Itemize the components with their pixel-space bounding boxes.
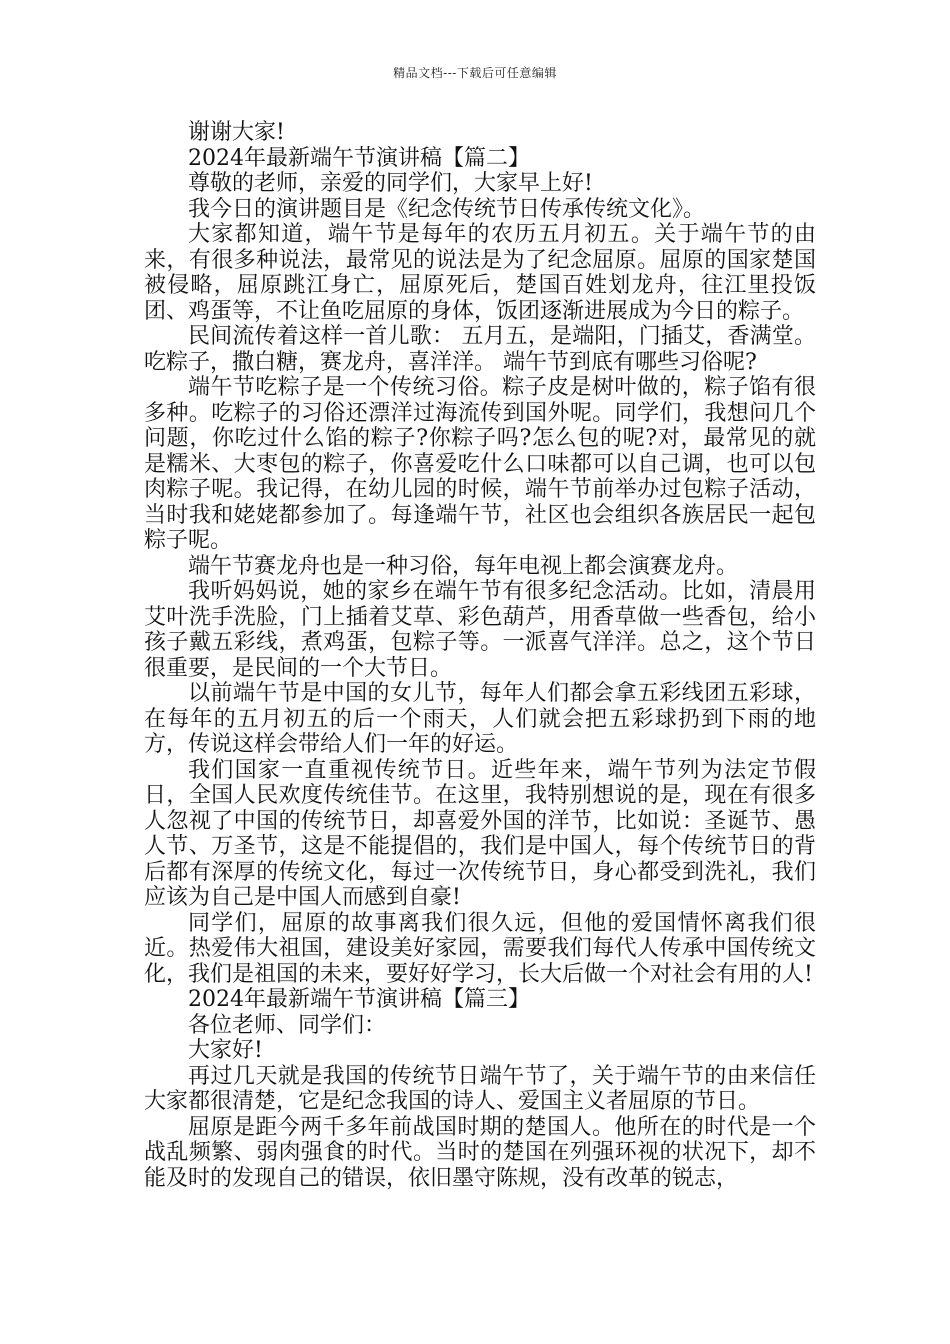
paragraph: 屈原是距今两千多年前战国时期的楚国人。他所在的时代是一个战乱频繁、弱肉强食的时代。当时的楚国在列强环视的状况下，却不能及时的发现自己的错误，依旧墨守陈规，没有改革的锐志， [144, 1114, 816, 1191]
paragraph: 我们国家一直重视传统节日。近些年来，端午节列为法定节假日，全国人民欢度传统佳节。在这里，我特别想说的是，现在有很多人忽视了中国的传统节日，却喜爱外国的洋节，比如说：圣诞节、愚人节、万圣节，这是不能提倡的，我们是中国人，每个传统节日的背后都有深厚的传统文化，每过一次传统节日，身心都受到洗礼，我们应该为自己是中国人而感到自豪! [144, 757, 816, 910]
section-heading: 2024年最新端午节演讲稿【篇二】 [188, 145, 530, 171]
paragraph: 民间流传着这样一首儿歌： 五月五，是端阳，门插艾，香满堂。吃粽子，撒白糖，赛龙舟，喜洋洋。 端午节到底有哪些习俗呢? [144, 324, 816, 375]
paragraph: 各位老师、同学们： [188, 1012, 387, 1038]
paragraph: 再过几天就是我国的传统节日端午节了，关于端午节的由来信任大家都很清楚，它是纪念我国的诗人、爱国主义者屈原的节日。 [144, 1063, 816, 1114]
section-heading: 2024年最新端午节演讲稿【篇三】 [188, 987, 530, 1012]
paragraph: 我听妈妈说，她的家乡在端午节有很多纪念活动。比如，清晨用艾叶洗手洗脸，门上插着艾草、彩色葫芦，用香草做一些香包，给小孩子戴五彩线，煮鸡蛋，包粽子等。一派喜气洋洋。总之，这个节日很重要，是民间的一个大节日。 [144, 579, 816, 681]
paragraph: 端午节赛龙舟也是一种习俗，每年电视上都会演赛龙舟。 [188, 553, 739, 579]
paragraph: 同学们，屈原的故事离我们很久远，但他的爱国情怀离我们很近。热爱伟大祖国，建设美好家园，需要我们每代人传承中国传统文化，我们是祖国的未来，要好好学习，长大后做一个对社会有用的人! [144, 910, 816, 987]
paragraph: 大家都知道，端午节是每年的农历五月初五。关于端午节的由来，有很多种说法，最常见的说法是为了纪念屈原。屈原的国家楚国被侵略，屈原跳江身亡，屈原死后，楚国百姓划龙舟，往江里投饭团、鸡蛋等，不让鱼吃屈原的身体，饭团逐渐进展成为今日的粽子。 [144, 222, 816, 324]
paragraph: 以前端午节是中国的女儿节，每年人们都会拿五彩线团五彩球，在每年的五月初五的后一个雨天，人们就会把五彩球扔到下雨的地方，传说这样会带给人们一年的好运。 [144, 681, 816, 757]
document-body [144, 120, 816, 1191]
paragraph: 谢谢大家! [188, 120, 285, 145]
paragraph: 大家好! [188, 1038, 263, 1063]
paragraph: 尊敬的老师，亲爱的同学们，大家早上好! [188, 171, 593, 196]
paragraph: 我今日的演讲题目是《纪念传统节日传承传统文化》。 [188, 196, 706, 222]
page-header: 精品文档---下载后可任意编辑 [393, 66, 557, 80]
paragraph: 端午节吃粽子是一个传统习俗。粽子皮是树叶做的，粽子馅有很多种。吃粽子的习俗还漂洋过海流传到国外呢。同学们，我想问几个问题，你吃过什么馅的粽子?你粽子吗?怎么包的呢?对，最常见的就是糯米、大枣包的粽子，你喜爱吃什么口味都可以自己调，也可以包肉粽子呢。我记得，在幼儿园的时候，端午节前举办过包粽子活动，当时我和姥姥都参加了。每逢端午节，社区也会组织各族居民一起包粽子呢。 [144, 375, 816, 553]
